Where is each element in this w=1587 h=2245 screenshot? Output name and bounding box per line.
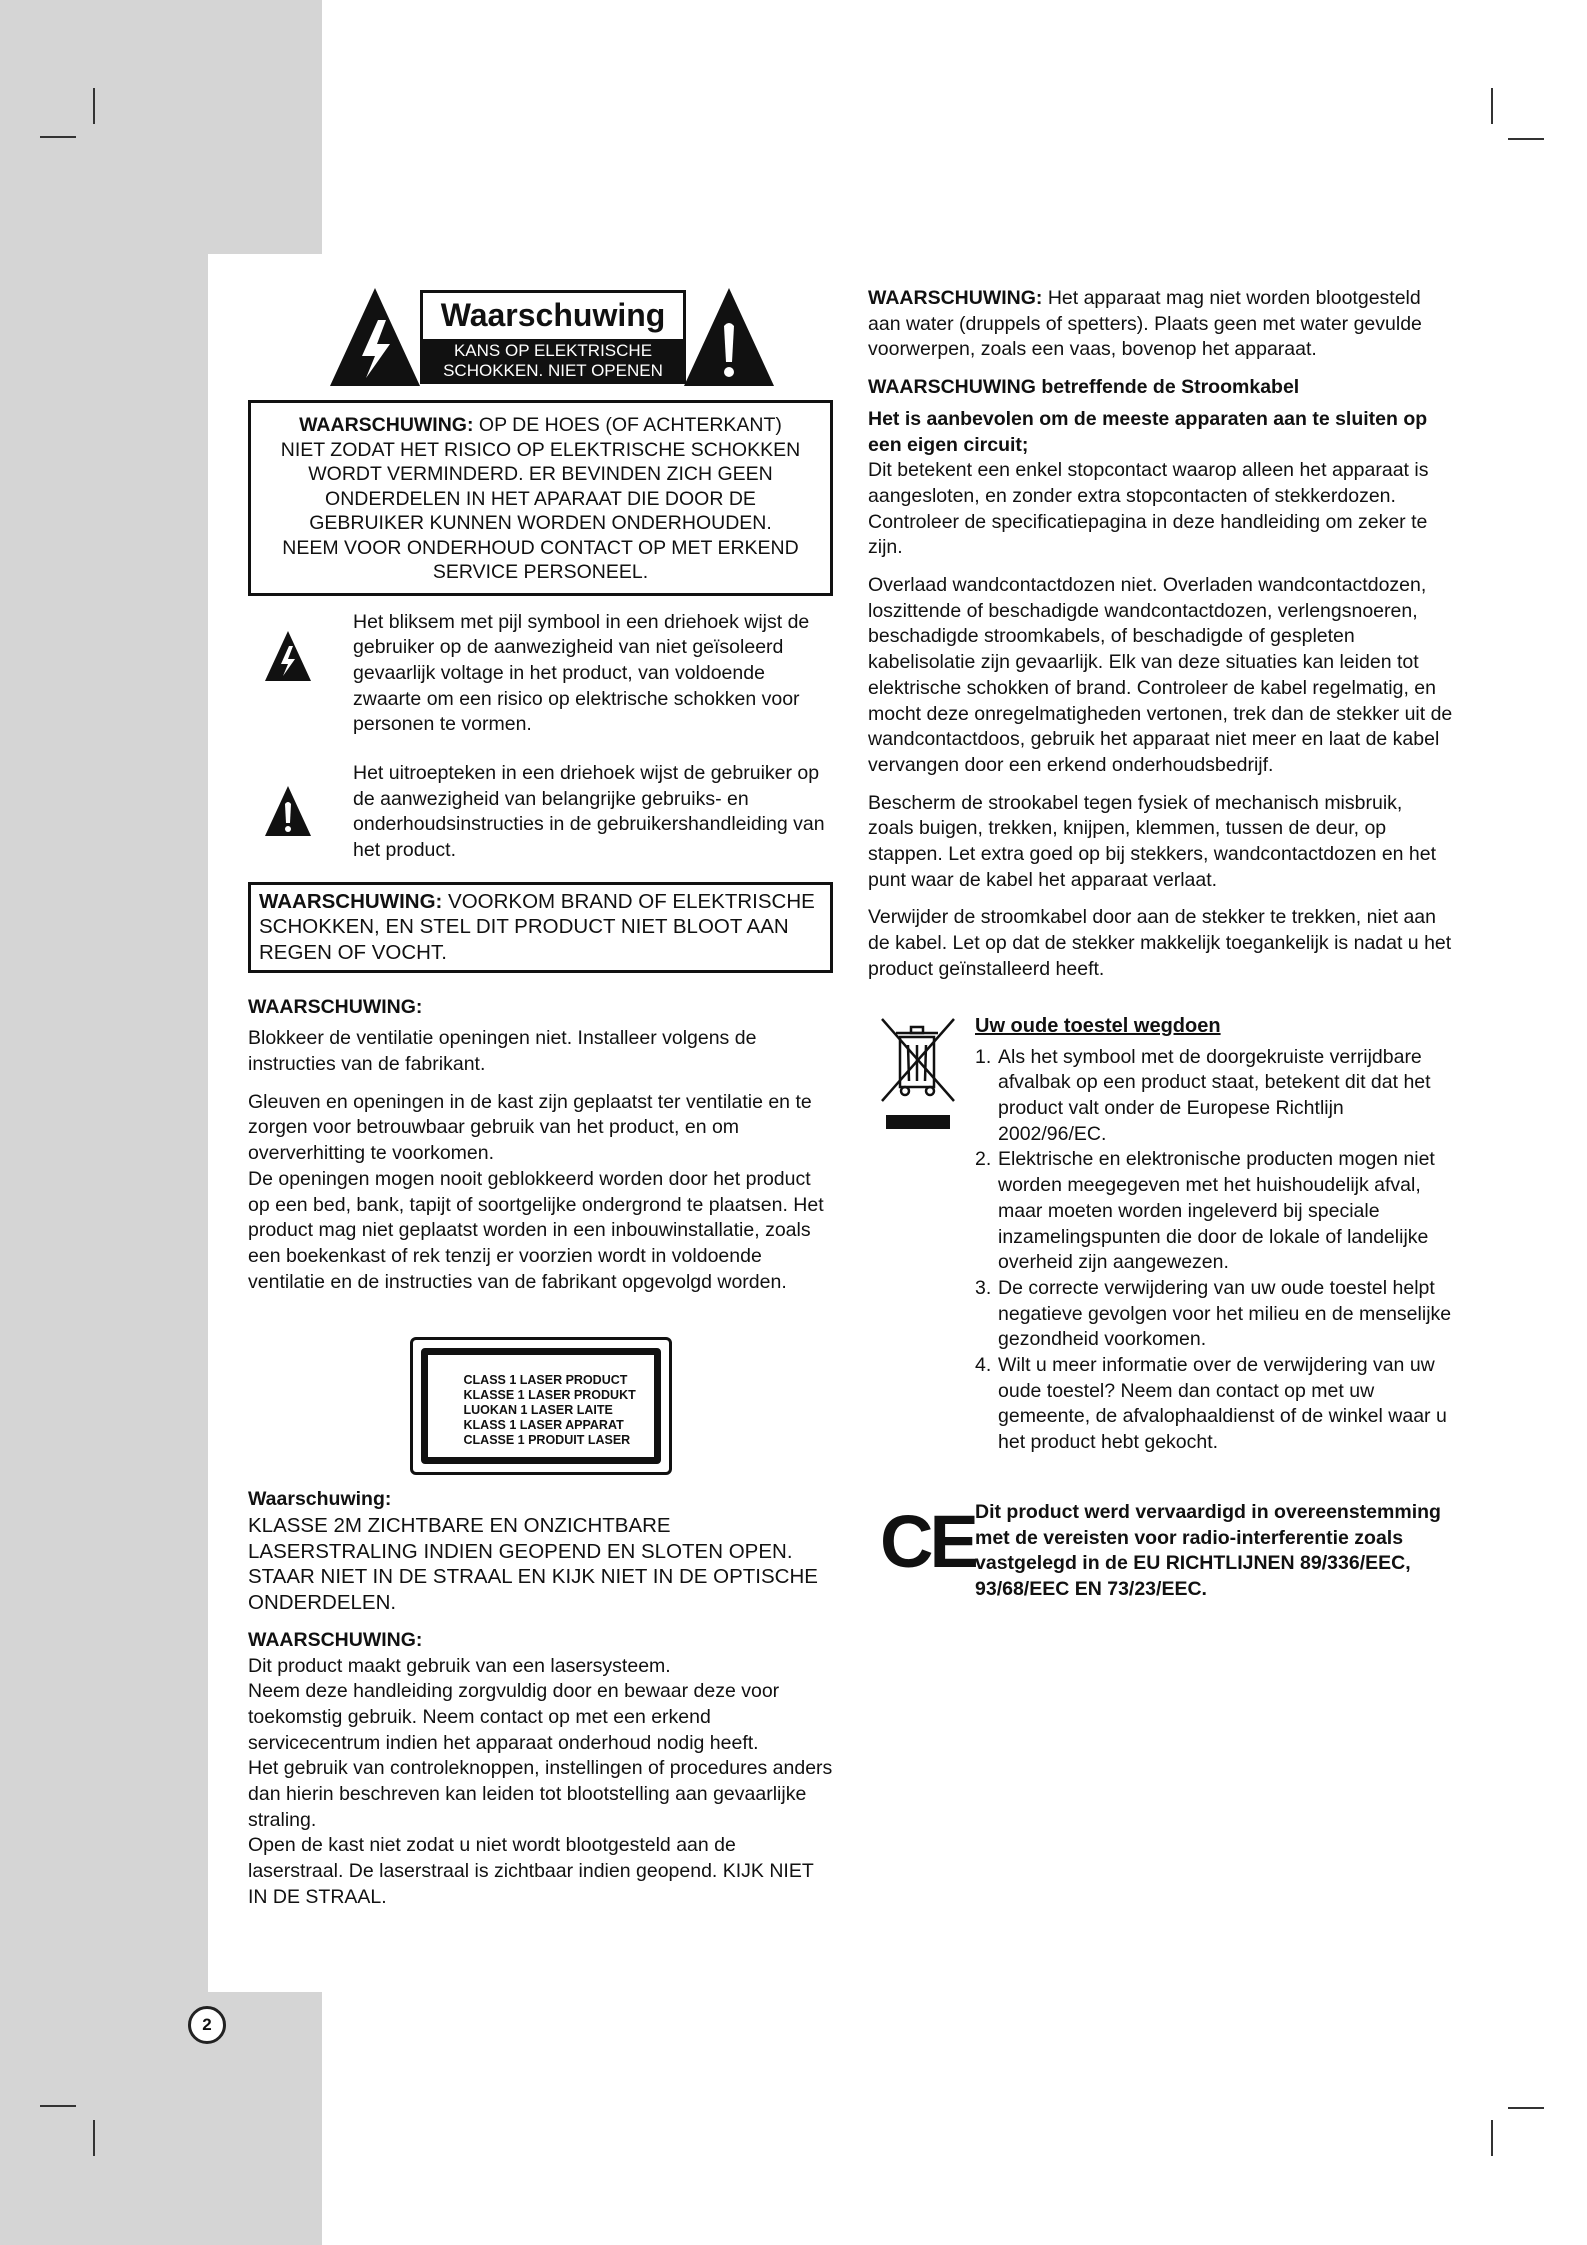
power-cable-paragraph: Dit betekent een enkel stopcontact waarop alleen het apparaat is aangesloten, en zonder extra stopcontacten of stekkerdozen. Controleer de specificatiepagina in deze handleiding om zeker te zijn. — [868, 459, 1429, 559]
ventilation-section — [248, 995, 833, 1296]
power-cable-paragraph: Bescherm de strookabel tegen fysiek of mechanisch misbruik, zoals buigen, trekken, knijpen, klemmen, tussen de deur, op stappen. Let extra goed op bij stekkers, wandcontactdozen en het punt waar de kabel het apparaat verlaat. — [868, 791, 1437, 891]
ce-section — [868, 1500, 1453, 1603]
ventilation-paragraph: Blokkeer de ventilatie openingen niet. Installeer volgens de instructies van de fabrikant. — [248, 1027, 757, 1076]
laser-label-line: KLASSE 1 LASER PRODUKT — [463, 1388, 636, 1403]
warning-title: Waarschuwing — [440, 297, 666, 333]
warning-subtitle-line: SCHOKKEN. NIET OPENEN — [443, 361, 663, 380]
exclamation-explanation-text: Het uitroepteken in een driehoek wijst de gebruiker op de aanwezigheid van belangrijke gebruiks- en onderhoudsinstructies in de gebruikershandleiding van het product. — [353, 762, 825, 862]
disposal-item-text: De correcte verwijdering van uw oude toestel helpt negatieve gevolgen voor het milieu en de menselijke gezondheid voorkomen. — [998, 1276, 1452, 1351]
crop-mark — [40, 2105, 76, 2107]
disposal-item — [975, 1276, 1453, 1353]
power-cable-heading: WAARSCHUWING betreffende de Stroomkabel — [868, 376, 1300, 399]
cover-warning-text: OP DE HOES (OF ACHTERKANT) — [473, 414, 782, 436]
laser-warning-section — [248, 1487, 833, 1616]
crop-mark — [1508, 2107, 1544, 2109]
fire-warning-box — [248, 882, 833, 973]
crossed-out-bin-icon — [878, 1015, 958, 1135]
crop-mark — [1508, 138, 1544, 140]
laser-class-label-inner — [421, 1348, 661, 1464]
laser-label-line: CLASSE 1 PRODUIT LASER — [463, 1433, 631, 1448]
exclamation-triangle-icon — [682, 286, 776, 388]
warning-subtitle — [423, 339, 683, 381]
water-warning-text: Het apparaat mag niet worden blootgesteld aan water (druppels of spetters). Plaats geen met water gevulde voorwerpen, zoals een vaas, bovenop het apparaat. — [868, 287, 1422, 361]
laser-label-line: KLASS 1 LASER APPARAT — [463, 1418, 624, 1433]
laser-class-label — [410, 1337, 672, 1475]
disposal-item-number: 3. — [975, 1276, 992, 1299]
warning-title-box — [420, 290, 686, 384]
laser-warning-text: KLASSE 2M ZICHTBARE EN ONZICHTBARE LASERSTRALING INDIEN GEOPEND EN SLOTEN OPEN. STAAR NIET IN DE STRAAL EN KIJK NIET IN DE OPTISCHE ONDERDELEN. — [248, 1514, 818, 1615]
crop-mark — [93, 2120, 95, 2156]
warning-header — [248, 286, 833, 394]
crop-mark — [40, 136, 76, 138]
warning-subtitle-line: KANS OP ELEKTRISCHE — [453, 341, 653, 360]
disposal-title: Uw oude toestel wegdoen — [975, 1014, 1221, 1037]
disposal-item — [975, 1353, 1453, 1456]
laser-label-wrap — [248, 1337, 833, 1475]
laser-system-section — [248, 1628, 833, 1911]
cover-warning-box — [248, 400, 833, 596]
ce-mark-icon: CE — [880, 1499, 975, 1583]
left-column — [248, 286, 833, 1911]
lightning-triangle-icon — [264, 630, 312, 682]
disposal-item-number: 4. — [975, 1354, 992, 1377]
ventilation-heading: WAARSCHUWING: — [248, 995, 423, 1018]
laser-system-text: Dit product maakt gebruik van een lasersysteem. — [248, 1654, 671, 1677]
crop-mark — [1491, 2120, 1493, 2156]
power-cable-paragraph: Overlaad wandcontactdozen niet. Overladen wandcontactdozen, loszittende of beschadigde wandcontactdozen, verlengsnoeren, beschadigde stroomkabels, of beschadigde of gespleten kabelisolatie zijn gevaarlijk. Elk van deze situaties kan leiden tot elektrische schokken of brand. Controleer de kabel regelmatig, en mocht deze onregelmatigheden vertonen, trek dan de stekker uit de wandcontactdoos, gebruik het apparaat niet meer en laat de kabel vervangen door een erkend onderhoudsbedrijf. — [868, 574, 1453, 776]
laser-system-text: Open de kast niet zodat u niet wordt blootgesteld aan de laserstraal. De laserstraal is zichtbaar indien geopend. KIJK NIET IN DE STRAAL. — [248, 1834, 814, 1908]
cover-warning-text: WORDT VERMINDERD. ER BEVINDEN ZICH GEEN — [308, 463, 773, 485]
disposal-item — [975, 1045, 1453, 1148]
disposal-item-text: Als het symbool met de doorgekruiste verrijdbare afvalbak op een product staat, betekent dit dat het product valt onder de Europese Richtlijn 2002/96/EC. — [998, 1045, 1431, 1145]
disposal-item — [975, 1147, 1453, 1276]
exclamation-explanation — [248, 761, 833, 864]
cover-warning-text: ONDERDELEN IN HET APARAAT DIE DOOR DE — [325, 487, 756, 510]
ce-statement: Dit product werd vervaardigd in overeenstemming met de vereisten voor radio-interferentie zoals vastgelegd in de EU RICHTLIJNEN 89/336/EEC, 93/68/EEC EN 73/23/EEC. — [975, 1500, 1441, 1600]
laser-warning-heading: Waarschuwing: — [248, 1488, 392, 1511]
page-number: 2 — [188, 2006, 226, 2044]
water-warning — [868, 286, 1453, 363]
power-cable-subheading: Het is aanbevolen om de meeste apparaten aan te sluiten op een eigen circuit; — [868, 407, 1428, 456]
right-column — [868, 286, 1453, 1603]
lightning-triangle-icon — [328, 286, 422, 388]
cover-warning-text: NEEM VOOR ONDERHOUD CONTACT OP MET ERKEND — [282, 536, 799, 559]
exclamation-triangle-icon — [264, 785, 312, 837]
disposal-item-number: 2. — [975, 1148, 992, 1171]
disposal-item-number: 1. — [975, 1045, 992, 1068]
cover-warning-text: NIET ZODAT HET RISICO OP ELEKTRISCHE SCHOKKEN — [280, 438, 801, 461]
ventilation-paragraph: Gleuven en openingen in de kast zijn geplaatst ter ventilatie en te zorgen voor betrouwbaar gebruik van het product, en om oververhitting te voorkomen. — [248, 1090, 812, 1165]
water-warning-lead: WAARSCHUWING: — [868, 287, 1043, 309]
fire-warning-lead: WAARSCHUWING: — [259, 889, 443, 913]
disposal-item-text: Elektrische en elektronische producten mogen niet worden meegegeven met het huishoudelijk afval, maar moeten worden ingeleverd bij speciale inzamelingspunten die door de lokale of landelijke overheid zijn aangewezen. — [998, 1148, 1435, 1274]
lightning-explanation — [248, 610, 833, 739]
fire-warning-text: VOORKOM BRAND OF ELEKTRISCHE SCHOKKEN, EN STEL DIT PRODUCT NIET BLOOT AAN REGEN OF VOCHT. — [259, 889, 815, 965]
laser-system-heading: WAARSCHUWING: — [248, 1628, 423, 1651]
laser-label-line: LUOKAN 1 LASER LAITE — [463, 1403, 613, 1418]
ventilation-paragraph: De openingen mogen nooit geblokkeerd worden door het product op een bed, bank, tapijt of soortgelijke ondergrond te plaatsen. Het product mag niet geplaatst worden in een inbouwinstallatie, zoals een boekenkast of rek tenzij er voorzien wordt in voldoende ventilatie en de instructies van de fabrikant opgevolgd worden. — [248, 1167, 824, 1293]
cover-warning-lead: WAARSCHUWING: — [299, 414, 474, 436]
laser-system-text: Neem deze handleiding zorgvuldig door en bewaar deze voor toekomstig gebruik. Neem contact op met een erkend servicecentrum indien het apparaat onderhoud nodig heeft. — [248, 1680, 780, 1754]
cover-warning-text: GEBRUIKER KUNNEN WORDEN ONDERHOUDEN. — [309, 512, 772, 534]
crop-mark — [93, 88, 95, 124]
lightning-explanation-text: Het bliksem met pijl symbool in een driehoek wijst de gebruiker op de aanwezigheid van niet geïsoleerd gevaarlijk voltage in het product, van voldoende zwaarte om een risico op elektrische schokken voor personen te vormen. — [353, 610, 810, 736]
laser-system-text: Het gebruik van controleknoppen, instellingen of procedures anders dan hierin beschreven kan leiden tot blootstelling aan gevaarlijke straling. — [248, 1757, 833, 1831]
disposal-item-text: Wilt u meer informatie over de verwijdering van uw oude toestel? Neem dan contact op met uw gemeente, de afvalophaaldienst of de winkel waar u het product hebt gekocht. — [998, 1354, 1447, 1454]
disposal-section — [868, 1013, 1453, 1456]
cover-warning-text: SERVICE PERSONEEL. — [432, 561, 649, 583]
laser-label-line: CLASS 1 LASER PRODUCT — [463, 1373, 628, 1388]
disposal-list — [975, 1045, 1453, 1456]
power-cable-paragraph: Verwijder de stroomkabel door aan de stekker te trekken, niet aan de kabel. Let op dat de stekker makkelijk toegankelijk is nadat u het product geïnstalleerd heeft. — [868, 906, 1452, 980]
crop-mark — [1491, 88, 1493, 124]
